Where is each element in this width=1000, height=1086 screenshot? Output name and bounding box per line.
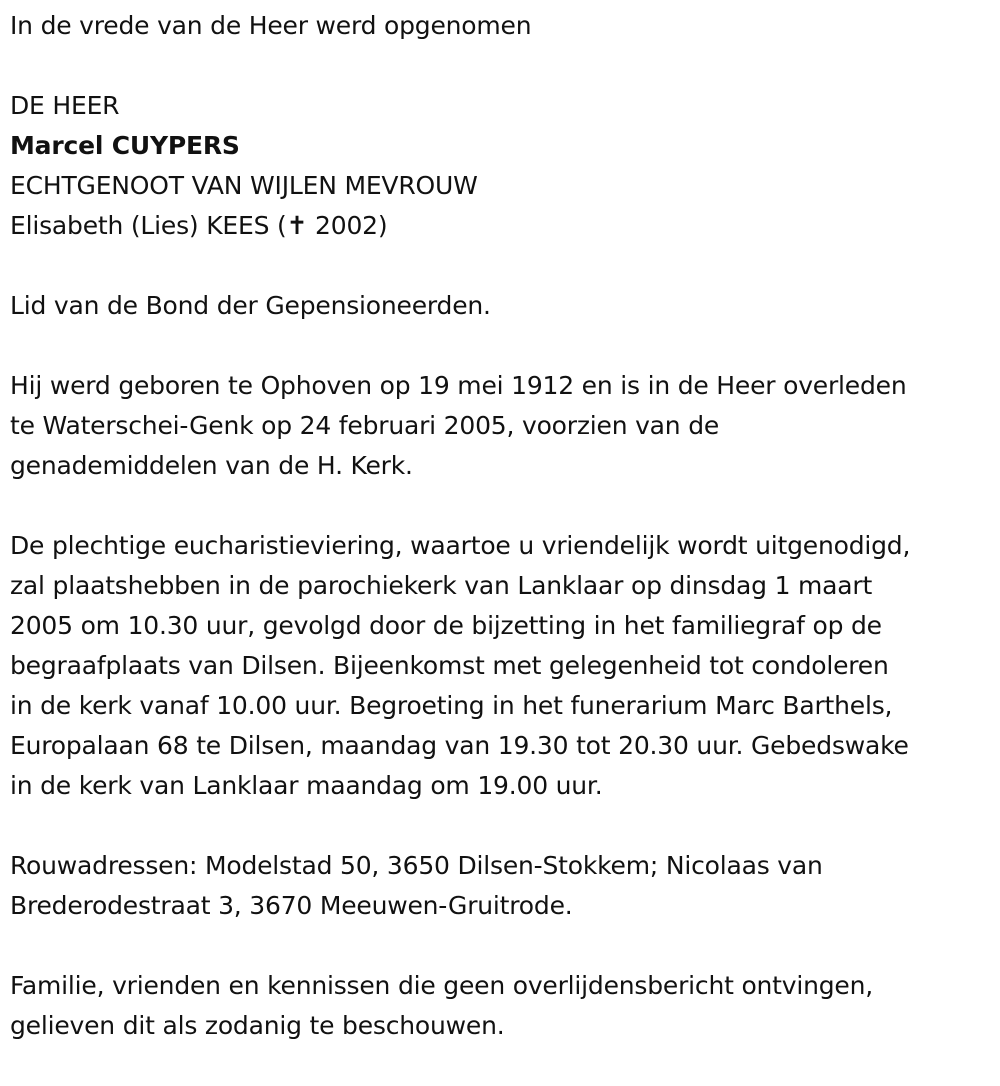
ceremony-paragraph <box>10 526 994 806</box>
ceremony-line: De plechtige eucharistieviering, waartoe u vriendelijk wordt uitgenodigd, <box>10 531 911 560</box>
closing-line: Familie, vrienden en kennissen die geen overlijdensbericht ontvingen, <box>10 971 874 1000</box>
address-line: Rouwadressen: Modelstad 50, 3650 Dilsen-Stokkem; Nicolaas van <box>10 851 823 880</box>
membership-line: Lid van de Bond der Gepensioneerden. <box>10 291 491 320</box>
biography-line: te Waterschei-Genk op 24 februari 2005, voorzien van de <box>10 411 720 440</box>
biography-line: Hij werd geboren te Ophoven op 19 mei 1912 en is in de Heer overleden <box>10 371 907 400</box>
opening-line: In de vrede van de Heer werd opgenomen <box>10 11 532 40</box>
ceremony-line: begraafplaats van Dilsen. Bijeenkomst met gelegenheid tot condoleren <box>10 651 889 680</box>
ceremony-line: in de kerk van Lanklaar maandag om 19.00 uur. <box>10 771 603 800</box>
address-line: Brederodestraat 3, 3670 Meeuwen-Gruitrode. <box>10 891 573 920</box>
spacer <box>10 486 994 526</box>
spouse-title: ECHTGENOOT VAN WIJLEN MEVROUW <box>10 171 478 200</box>
spacer <box>10 926 994 966</box>
honorific: DE HEER <box>10 91 120 120</box>
ceremony-line: Europalaan 68 te Dilsen, maandag van 19.30 tot 20.30 uur. Gebedswake <box>10 731 909 760</box>
spacer <box>10 246 994 286</box>
spacer <box>10 326 994 366</box>
death-notice <box>10 6 994 1046</box>
ceremony-line: 2005 om 10.30 uur, gevolgd door de bijzetting in het familiegraf op de <box>10 611 882 640</box>
closing-line: gelieven dit als zodanig te beschouwen. <box>10 1011 505 1040</box>
spacer <box>10 806 994 846</box>
ceremony-line: in de kerk vanaf 10.00 uur. Begroeting in het funerarium Marc Barthels, <box>10 691 893 720</box>
addresses-paragraph <box>10 846 994 926</box>
closing-paragraph <box>10 966 994 1046</box>
spouse-name: Elisabeth (Lies) KEES (✝ 2002) <box>10 211 388 240</box>
deceased-name: Marcel CUYPERS <box>10 131 240 160</box>
biography-paragraph <box>10 366 994 486</box>
ceremony-line: zal plaatshebben in de parochiekerk van Lanklaar op dinsdag 1 maart <box>10 571 873 600</box>
biography-line: genademiddelen van de H. Kerk. <box>10 451 413 480</box>
spacer <box>10 46 994 86</box>
